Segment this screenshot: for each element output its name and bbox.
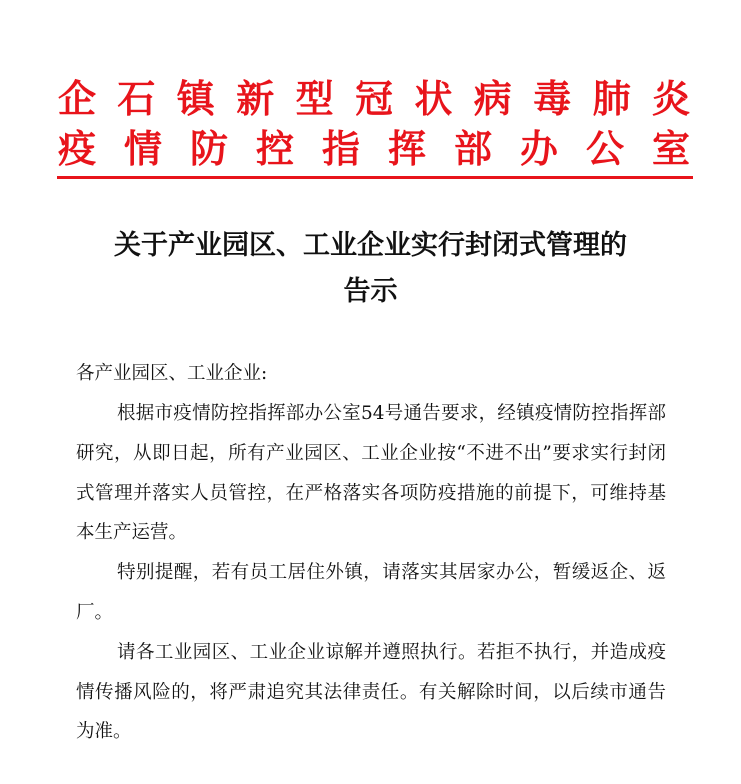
body-paragraph-2: 特别提醒，若有员工居住外镇，请落实其居家办公，暂缓返企、返厂。 — [76, 562, 666, 623]
body-paragraphs — [76, 394, 666, 752]
issuing-office-header-line-1: 企石镇新型冠状病毒肺炎 — [58, 76, 690, 121]
document-title-line-2: 告示 — [343, 276, 398, 307]
document-title-line-1: 关于产业园区、工业企业实行封闭式管理的 — [114, 230, 627, 261]
body-paragraph-1: 根据市疫情防控指挥部办公室54号通告要求，经镇疫情防控指挥部研究，从即日起，所有产业园区、工业企业按“不进不出”要求实行封闭式管理并落实人员管控，在严格落实各项防疫措施的前提下，可维持基本生产运营。 — [76, 403, 666, 544]
red-divider-line — [57, 176, 693, 179]
body-paragraph-3: 请各工业园区、工业企业谅解并遵照执行。若拒不执行，并造成疫情传播风险的，将严肃追究其法律责任。有关解除时间，以后续市通告为准。 — [76, 641, 666, 743]
salutation: 各产业园区、工业企业: — [76, 363, 268, 384]
issuing-office-header-line-2: 疫情防控指挥部办公室 — [58, 126, 690, 171]
